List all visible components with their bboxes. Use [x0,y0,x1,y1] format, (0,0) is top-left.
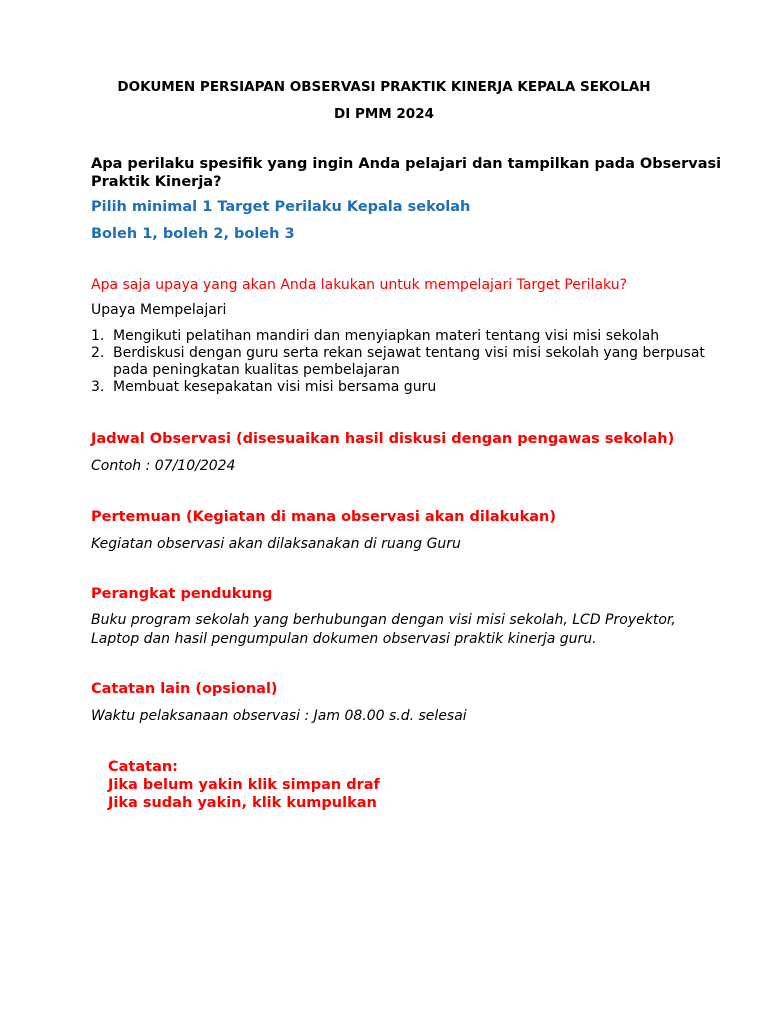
list-item-text: Membuat kesepakatan visi misi bersama guru [113,379,437,395]
document-title-line-2: DI PMM 2024 [334,106,434,122]
equipment-heading: Perangkat pendukung [91,586,273,602]
other-notes-heading: Catatan lain (opsional) [91,681,278,697]
equipment-value-line-1: Buku program sekolah yang berhubungan dengan visi misi sekolah, LCD Proyektor, [91,612,676,628]
meeting-value: Kegiatan observasi akan dilaksanakan di ruang Guru [91,536,461,552]
schedule-heading: Jadwal Observasi (disesuaikan hasil diskusi dengan pengawas sekolah) [91,431,675,447]
note-block [108,758,380,812]
question-behavior-line-1: Apa perilaku spesifik yang ingin Anda pelajari dan tampilkan pada Observasi [91,156,722,172]
meeting-heading: Pertemuan (Kegiatan di mana observasi akan dilakukan) [91,509,556,525]
list-item-text: Mengikuti pelatihan mandiri dan menyiapkan materi tentang visi misi sekolah [113,328,660,344]
list-item-text: Berdiskusi dengan guru serta rekan sejawat tentang visi misi sekolah yang berpusat [113,345,705,361]
list-item-number: 2. [91,345,105,361]
list-item-number: 3. [91,379,105,395]
efforts-list [91,328,711,396]
list-item-number: 1. [91,328,105,344]
document-title-line-1: DOKUMEN PERSIAPAN OBSERVASI PRAKTIK KINERJA KEPALA SEKOLAH [117,79,651,95]
list-item [91,379,711,396]
equipment-value-line-2: Laptop dan hasil pengumpulan dokumen observasi praktik kinerja guru. [91,631,597,647]
note-line-2: Jika sudah yakin, klik kumpulkan [108,795,377,811]
question-efforts: Apa saja upaya yang akan Anda lakukan untuk mempelajari Target Perilaku? [91,277,628,293]
list-item [91,345,711,379]
note-line-1: Jika belum yakin klik simpan draf [108,777,380,793]
efforts-label: Upaya Mempelajari [91,302,227,318]
question-behavior [91,155,721,191]
equipment-value [91,611,676,649]
hint-allowed-count: Boleh 1, boleh 2, boleh 3 [91,226,295,242]
hint-minimum-target: Pilih minimal 1 Target Perilaku Kepala sekolah [91,199,471,215]
question-behavior-line-2: Praktik Kinerja? [91,174,222,190]
note-title: Catatan: [108,759,178,775]
schedule-value: Contoh : 07/10/2024 [91,458,236,474]
list-item-text-continued: pada peningkatan kualitas pembelajaran [113,362,400,378]
other-notes-value: Waktu pelaksanaan observasi : Jam 08.00 s.d. selesai [91,708,467,724]
list-item [91,328,711,345]
